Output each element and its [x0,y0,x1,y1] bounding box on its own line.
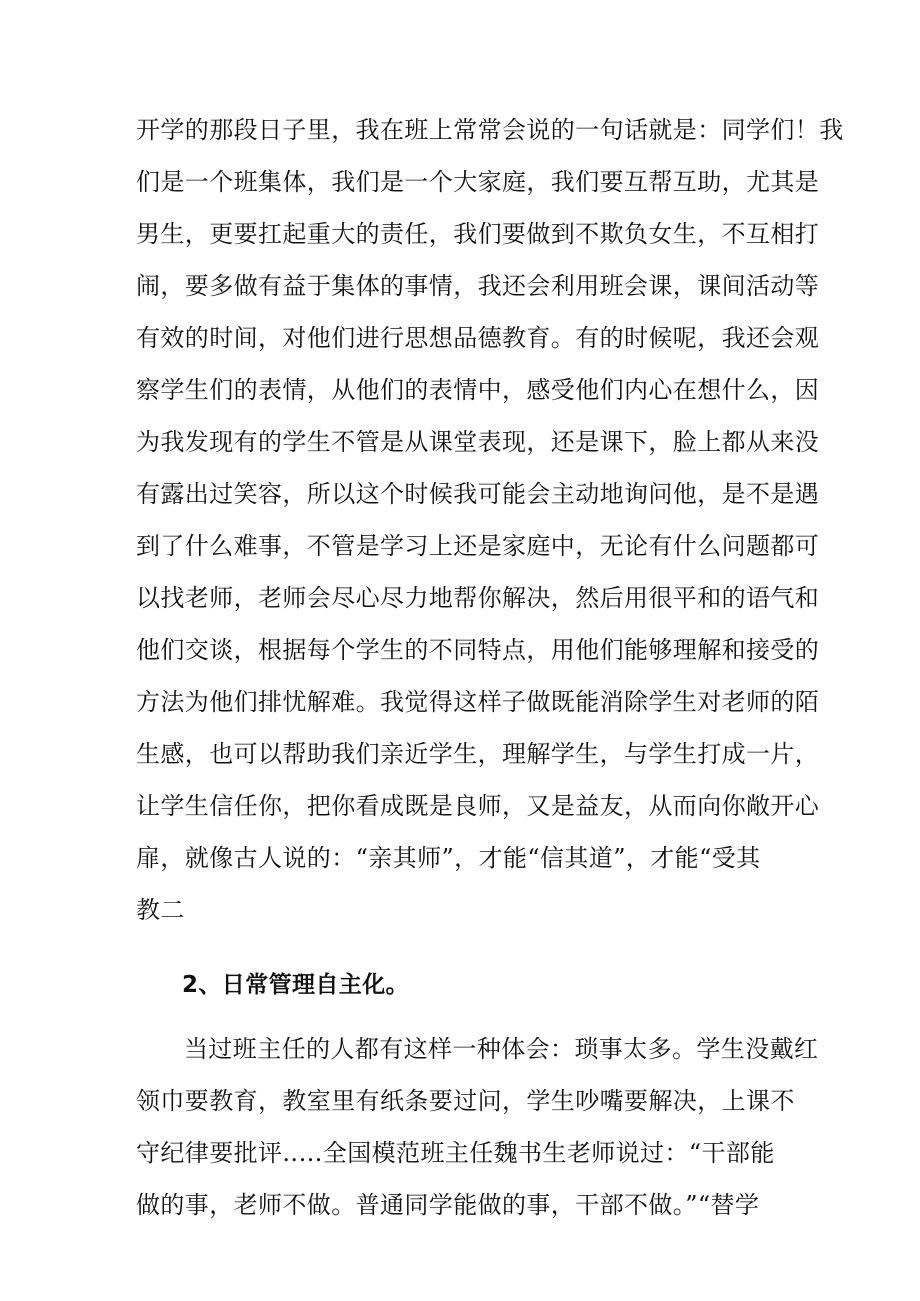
text-line: 当过班主任的人都有这样一种体会：琐事太多。学生没戴红 [184,1035,819,1063]
text-line: 为我发现有的学生不管是从课堂表现，还是课下，脸上都从来没 [136,428,820,456]
text-line: 守纪律要批评..…全国模范班主任魏书生老师说过：“干部能 [136,1139,775,1167]
text-line: 有效的时间，对他们进行思想品德教育。有的时候呢，我还会观 [136,324,820,352]
text-line: 方法为他们排忧解难。我觉得这样子做既能消除学生对老师的陌 [136,688,820,716]
text-line: 男生，更要扛起重大的责任，我们要做到不欺负女生，不互相打 [136,220,820,248]
text-line: 们是一个班集体，我们是一个大家庭，我们要互帮互助，尤其是 [136,168,820,196]
text-line: 有露出过笑容，所以这个时候我可能会主动地询问他，是不是遇 [136,480,820,508]
text-line: 扉，就像古人说的：“亲其师”，才能“信其道”，才能“受其 [136,844,761,872]
section-heading: 2、日常管理自主化。 [182,972,410,998]
text-line: 开学的那段日子里，我在班上常常会说的一句话就是：同学们！我 [136,116,844,144]
text-line: 以找老师，老师会尽心尽力地帮你解决，然后用很平和的语气和 [136,584,820,612]
text-line: 闹，要多做有益于集体的事情，我还会利用班会课，课间活动等 [136,272,820,300]
text-line: 领巾要教育，教室里有纸条要过问，学生吵嘴要解决，上课不 [136,1087,795,1115]
text-line: 教二 [136,896,185,924]
text-line: 让学生信任你，把你看成既是良师，又是益友，从而向你敞开心 [136,792,820,820]
text-line: 生感，也可以帮助我们亲近学生，理解学生，与学生打成一片， [136,740,820,768]
text-line: 他们交谈，根据每个学生的不同特点，用他们能够理解和接受的 [136,636,820,664]
text-line: 察学生们的表情，从他们的表情中，感受他们内心在想什么，因 [136,376,820,404]
text-line: 到了什么难事，不管是学习上还是家庭中，无论有什么问题都可 [136,532,820,560]
text-line: 做的事，老师不做。普通同学能做的事，干部不做。”“替学 [136,1191,760,1219]
